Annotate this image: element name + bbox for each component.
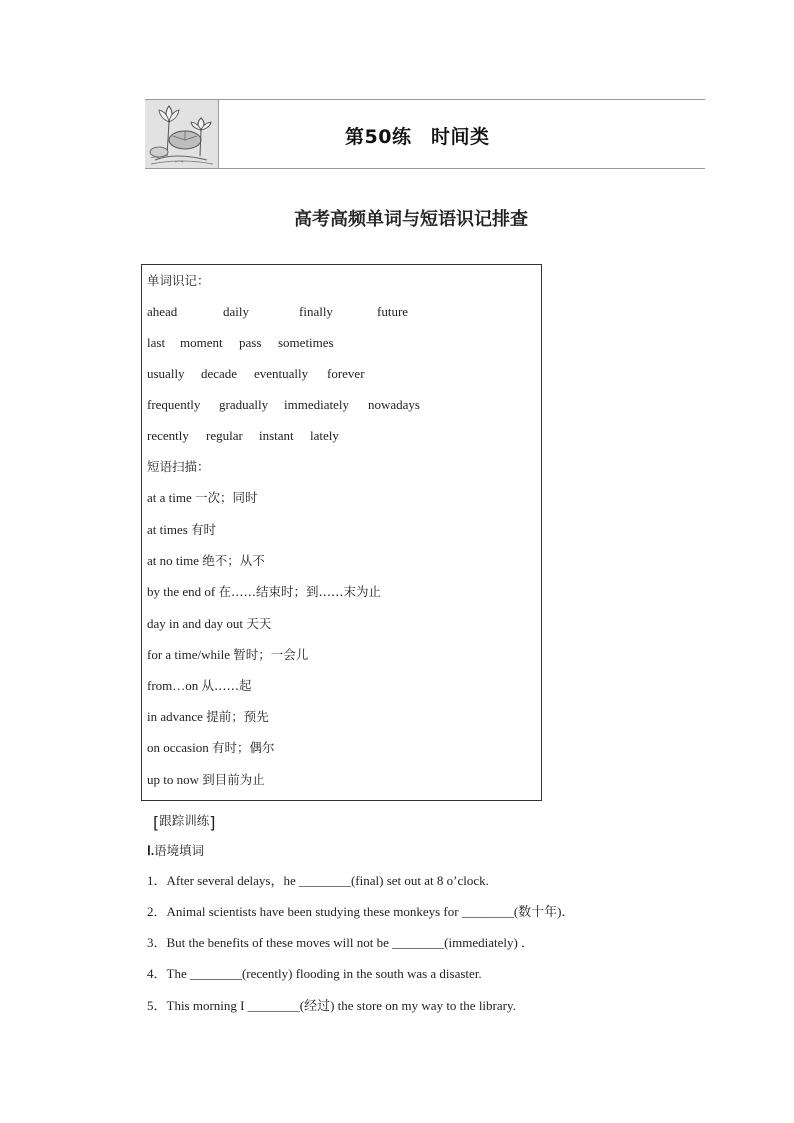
phrase-en: up to now: [147, 772, 203, 787]
part-title: 语境填词: [154, 843, 205, 858]
page-title: 第50练 时间类: [345, 126, 490, 148]
question-item: 2．Animal scientists have been studying these monkeys for ________(数十年)．: [147, 904, 575, 919]
vocab-box: [141, 264, 542, 801]
page-header: [145, 99, 705, 169]
phrase-item: [147, 678, 252, 694]
word: eventually: [254, 366, 309, 381]
phrase-item: [147, 647, 308, 663]
phrase-en: at times: [147, 522, 192, 537]
word-row: [147, 304, 408, 320]
word: pass: [239, 335, 262, 350]
question-item: 4．The ________(recently) flooding in the south was a disaster.: [147, 966, 482, 981]
words-heading: 单词识记：: [147, 273, 210, 288]
question-item: 3．But the benefits of these moves will not be ________(immediately) ．: [147, 935, 535, 950]
phrase-item: [147, 709, 269, 725]
phrase-en: in advance: [147, 709, 207, 724]
lotus-pond-icon: [145, 100, 219, 168]
phrase-en: for a time/while: [147, 647, 234, 662]
word: ahead: [147, 304, 178, 319]
word: immediately: [284, 397, 349, 412]
word: nowadays: [368, 397, 420, 412]
phrase-item: [147, 772, 265, 788]
word: finally: [299, 304, 333, 319]
practice-tag-label: 跟踪训练: [159, 813, 210, 828]
word: forever: [327, 366, 365, 381]
practice-tag: [跟踪训练]: [153, 813, 216, 832]
phrase-cn: 一次；同时: [195, 490, 258, 505]
phrase-item: [147, 490, 258, 506]
word-row: [147, 366, 365, 382]
word: regular: [206, 428, 243, 443]
phrase-en: day in and day out: [147, 616, 247, 631]
word: future: [377, 304, 409, 319]
phrase-item: [147, 584, 381, 600]
question-item: 5．This morning I ________(经过) the store on my way to the library.: [147, 998, 516, 1013]
phrase-cn: 在……结束时；到……末为止: [218, 584, 381, 599]
part-number: Ⅰ.: [147, 843, 155, 858]
phrase-item: [147, 740, 275, 756]
phrases-heading: 短语扫描：: [147, 459, 210, 474]
section-subtitle: 高考高频单词与短语识记排查: [294, 209, 528, 230]
word: gradually: [219, 397, 269, 412]
phrase-cn: 天天: [246, 616, 272, 631]
word: instant: [259, 428, 294, 443]
phrase-item: [147, 616, 271, 632]
phrase-cn: 暂时；一会儿: [233, 647, 309, 662]
phrase-cn: 提前；预先: [206, 709, 269, 724]
phrase-en: on occasion: [147, 740, 212, 755]
phrase-item: [147, 522, 216, 538]
word: usually: [147, 366, 185, 381]
word: frequently: [147, 397, 201, 412]
question-item: 1．After several delays，he ________(final) set out at 8 o’clock.: [147, 873, 489, 888]
phrase-en: at a time: [147, 490, 196, 505]
phrase-cn: 绝不；从不: [202, 553, 265, 568]
word-row: [147, 335, 334, 351]
word-row: [147, 397, 420, 413]
phrase-cn: 从……起: [201, 678, 252, 693]
word: sometimes: [278, 335, 334, 350]
phrase-item: [147, 553, 265, 569]
word-row: [147, 428, 339, 444]
phrase-en: by the end of: [147, 584, 219, 599]
word: recently: [147, 428, 189, 443]
word: moment: [180, 335, 223, 350]
word: decade: [201, 366, 238, 381]
phrase-en: from…on: [147, 678, 202, 693]
phrase-en: at no time: [147, 553, 203, 568]
word: last: [147, 335, 166, 350]
word: daily: [223, 304, 249, 319]
part-heading: [147, 841, 204, 859]
phrase-cn: 有时；偶尔: [211, 740, 275, 755]
word: lately: [310, 428, 339, 443]
phrase-cn: 有时: [191, 522, 217, 537]
phrase-cn: 到目前为止: [202, 772, 265, 787]
